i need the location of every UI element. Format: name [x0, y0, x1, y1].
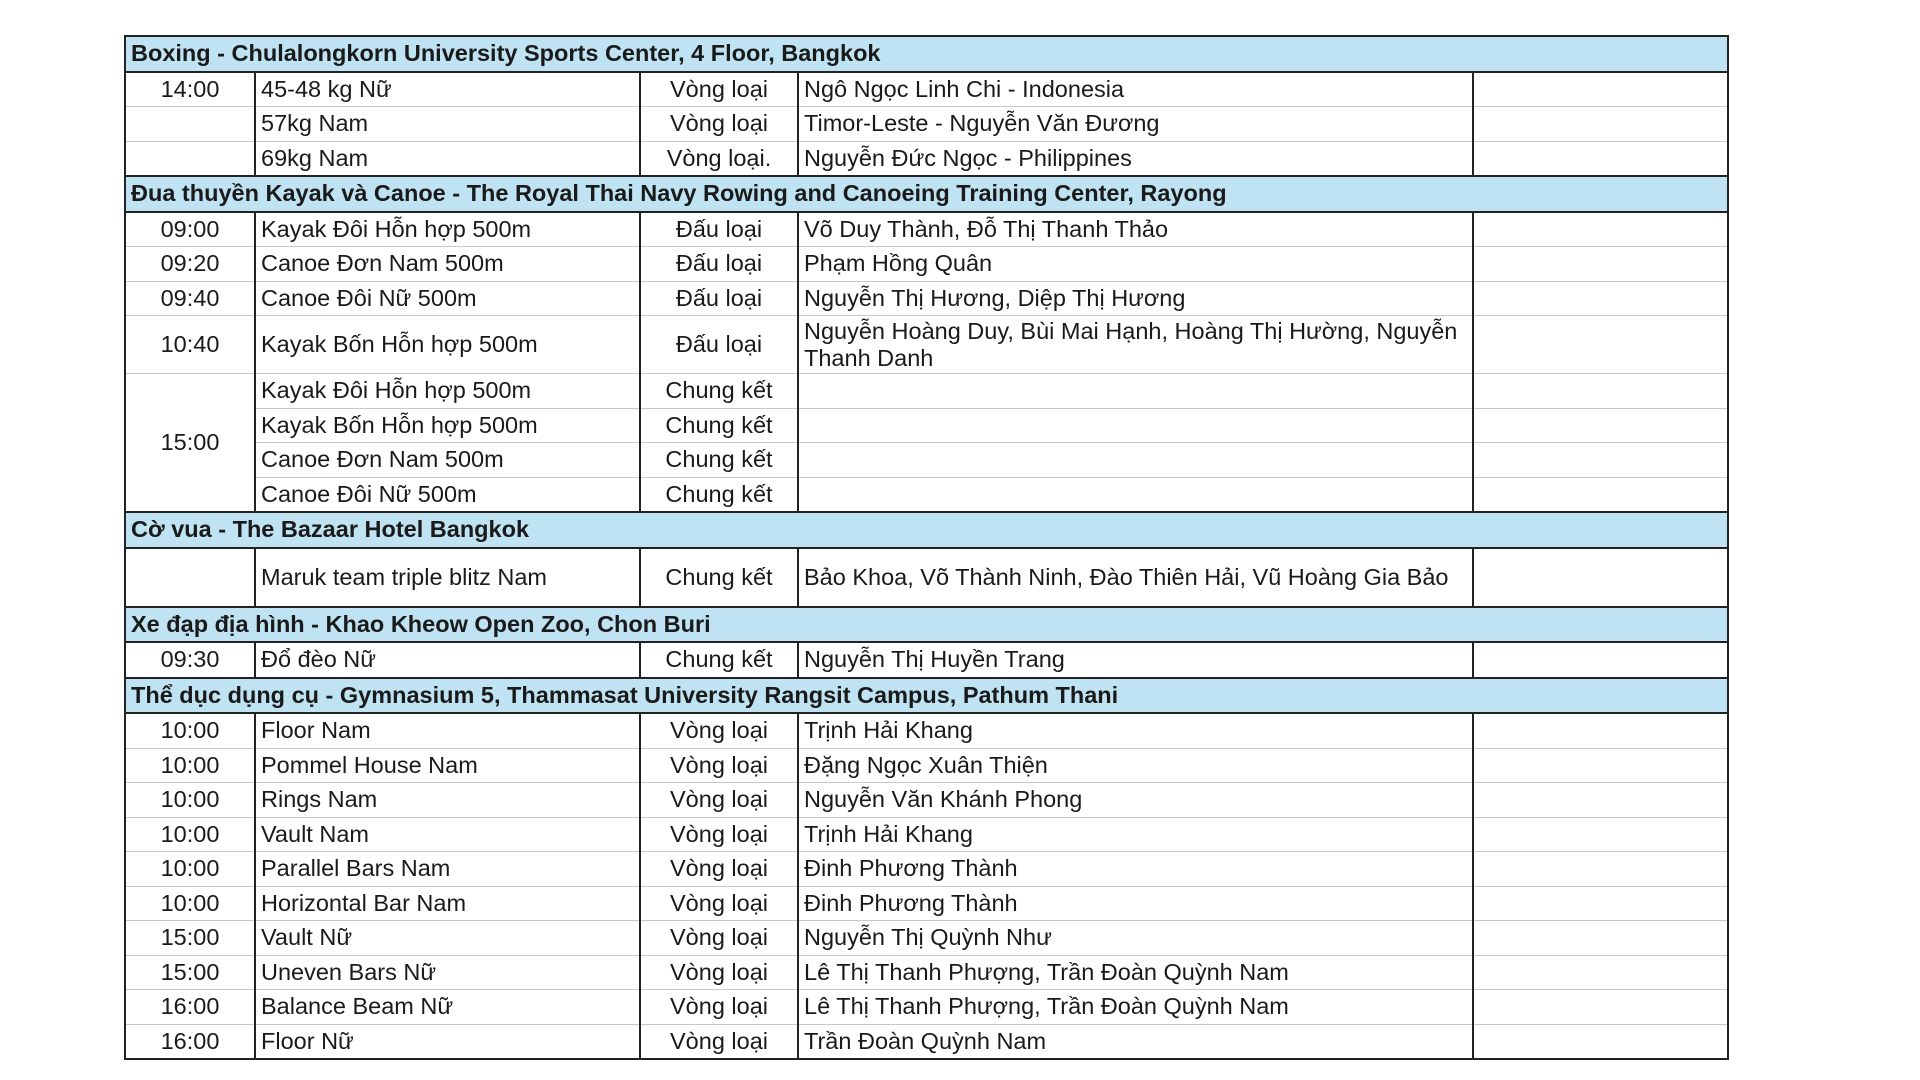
athletes-cell: Đinh Phương Thành: [798, 886, 1473, 921]
category-cell: Parallel Bars Nam: [255, 852, 640, 887]
table-row: [125, 316, 1728, 374]
time-cell: 15:00: [125, 955, 255, 990]
table-row: [125, 107, 1728, 142]
time-cell: 09:30: [125, 642, 255, 678]
category-cell: Horizontal Bar Nam: [255, 886, 640, 921]
round-cell: Vòng loại.: [640, 141, 798, 176]
category-cell: Rings Nam: [255, 783, 640, 818]
athletes-cell: Bảo Khoa, Võ Thành Ninh, Đào Thiên Hải, Vũ Hoàng Gia Bảo: [798, 548, 1473, 607]
category-cell: 69kg Nam: [255, 141, 640, 176]
category-cell: Canoe Đôi Nữ 500m: [255, 477, 640, 512]
table-row: [125, 281, 1728, 316]
athletes-cell: Đinh Phương Thành: [798, 852, 1473, 887]
extra-cell: [1473, 748, 1728, 783]
table-row: [125, 817, 1728, 852]
athletes-cell: Nguyễn Thị Quỳnh Như: [798, 921, 1473, 956]
table-row: [125, 713, 1728, 748]
athletes-cell: [798, 408, 1473, 443]
time-cell: 10:00: [125, 748, 255, 783]
round-cell: Vòng loại: [640, 886, 798, 921]
category-cell: Canoe Đôi Nữ 500m: [255, 281, 640, 316]
round-cell: Vòng loại: [640, 783, 798, 818]
section-title: Đua thuyền Kayak và Canoe - The Royal Thai Navy Rowing and Canoeing Training Center, Rayong: [125, 176, 1728, 212]
extra-cell: [1473, 642, 1728, 678]
table-row: [125, 141, 1728, 176]
extra-cell: [1473, 316, 1728, 374]
section-header: [125, 176, 1728, 212]
extra-cell: [1473, 374, 1728, 409]
extra-cell: [1473, 141, 1728, 176]
category-cell: Canoe Đơn Nam 500m: [255, 443, 640, 478]
time-cell: 10:00: [125, 783, 255, 818]
extra-cell: [1473, 72, 1728, 107]
athletes-cell: Trịnh Hải Khang: [798, 817, 1473, 852]
category-cell: Pommel House Nam: [255, 748, 640, 783]
athletes-cell: Nguyễn Văn Khánh Phong: [798, 783, 1473, 818]
table-row: [125, 642, 1728, 678]
category-cell: Floor Nữ: [255, 1024, 640, 1059]
extra-cell: [1473, 886, 1728, 921]
table-row: [125, 852, 1728, 887]
round-cell: Chung kết: [640, 477, 798, 512]
time-cell: 09:40: [125, 281, 255, 316]
table-row: [125, 374, 1728, 409]
athletes-cell: [798, 477, 1473, 512]
extra-cell: [1473, 852, 1728, 887]
category-cell: Kayak Đôi Hỗn hợp 500m: [255, 374, 640, 409]
round-cell: Vòng loại: [640, 852, 798, 887]
time-cell: 16:00: [125, 990, 255, 1025]
round-cell: Vòng loại: [640, 955, 798, 990]
extra-cell: [1473, 477, 1728, 512]
round-cell: Đấu loại: [640, 247, 798, 282]
table-row: [125, 247, 1728, 282]
extra-cell: [1473, 443, 1728, 478]
category-cell: Đổ đèo Nữ: [255, 642, 640, 678]
extra-cell: [1473, 783, 1728, 818]
table-row: [125, 783, 1728, 818]
category-cell: Vault Nam: [255, 817, 640, 852]
athletes-cell: Ngô Ngọc Linh Chi - Indonesia: [798, 72, 1473, 107]
time-cell: 10:00: [125, 852, 255, 887]
extra-cell: [1473, 955, 1728, 990]
extra-cell: [1473, 817, 1728, 852]
extra-cell: [1473, 1024, 1728, 1059]
athletes-cell: [798, 374, 1473, 409]
time-cell: 10:40: [125, 316, 255, 374]
table-row: [125, 990, 1728, 1025]
athletes-cell: Nguyễn Thị Huyền Trang: [798, 642, 1473, 678]
round-cell: Vòng loại: [640, 748, 798, 783]
section-header: [125, 607, 1728, 643]
category-cell: Floor Nam: [255, 713, 640, 748]
table-row: [125, 548, 1728, 607]
time-cell: 15:00: [125, 374, 255, 513]
athletes-cell: Nguyễn Thị Hương, Diệp Thị Hương: [798, 281, 1473, 316]
athletes-cell: Nguyễn Đức Ngọc - Philippines: [798, 141, 1473, 176]
category-cell: Canoe Đơn Nam 500m: [255, 247, 640, 282]
athletes-cell: Lê Thị Thanh Phượng, Trần Đoàn Quỳnh Nam: [798, 955, 1473, 990]
category-cell: Kayak Bốn Hỗn hợp 500m: [255, 408, 640, 443]
round-cell: Vòng loại: [640, 107, 798, 142]
extra-cell: [1473, 408, 1728, 443]
athletes-cell: Đặng Ngọc Xuân Thiện: [798, 748, 1473, 783]
table-row: [125, 886, 1728, 921]
time-cell: 10:00: [125, 713, 255, 748]
table-row: [125, 955, 1728, 990]
time-cell: 16:00: [125, 1024, 255, 1059]
table-row: [125, 1024, 1728, 1059]
extra-cell: [1473, 990, 1728, 1025]
round-cell: Chung kết: [640, 548, 798, 607]
athletes-cell: Phạm Hồng Quân: [798, 247, 1473, 282]
athletes-cell: Trần Đoàn Quỳnh Nam: [798, 1024, 1473, 1059]
athletes-cell: Võ Duy Thành, Đỗ Thị Thanh Thảo: [798, 212, 1473, 247]
section-title: Xe đạp địa hình - Khao Kheow Open Zoo, Chon Buri: [125, 607, 1728, 643]
athletes-cell: Nguyễn Hoàng Duy, Bùi Mai Hạnh, Hoàng Thị Hường, Nguyễn Thanh Danh: [798, 316, 1473, 374]
round-cell: Vòng loại: [640, 1024, 798, 1059]
round-cell: Chung kết: [640, 443, 798, 478]
round-cell: Chung kết: [640, 408, 798, 443]
round-cell: Vòng loại: [640, 990, 798, 1025]
extra-cell: [1473, 281, 1728, 316]
round-cell: Đấu loại: [640, 212, 798, 247]
table-row: [125, 408, 1728, 443]
table-row: [125, 477, 1728, 512]
time-cell: 15:00: [125, 921, 255, 956]
category-cell: Kayak Đôi Hỗn hợp 500m: [255, 212, 640, 247]
extra-cell: [1473, 107, 1728, 142]
time-cell: [125, 548, 255, 607]
round-cell: Vòng loại: [640, 817, 798, 852]
round-cell: Vòng loại: [640, 921, 798, 956]
extra-cell: [1473, 548, 1728, 607]
extra-cell: [1473, 713, 1728, 748]
round-cell: Đấu loại: [640, 316, 798, 374]
table-row: [125, 72, 1728, 107]
extra-cell: [1473, 247, 1728, 282]
category-cell: Balance Beam Nữ: [255, 990, 640, 1025]
category-cell: 45-48 kg Nữ: [255, 72, 640, 107]
round-cell: Đấu loại: [640, 281, 798, 316]
schedule-table: [124, 35, 1729, 1060]
time-cell: 10:00: [125, 817, 255, 852]
section-title: Boxing - Chulalongkorn University Sports Center, 4 Floor, Bangkok: [125, 36, 1728, 72]
table-row: [125, 921, 1728, 956]
athletes-cell: Timor-Leste - Nguyễn Văn Đương: [798, 107, 1473, 142]
time-cell: 09:20: [125, 247, 255, 282]
table-row: [125, 443, 1728, 478]
time-cell: 10:00: [125, 886, 255, 921]
extra-cell: [1473, 921, 1728, 956]
section-header: [125, 678, 1728, 714]
section-header: [125, 512, 1728, 548]
round-cell: Vòng loại: [640, 72, 798, 107]
table-row: [125, 212, 1728, 247]
time-cell: [125, 107, 255, 142]
round-cell: Vòng loại: [640, 713, 798, 748]
category-cell: Maruk team triple blitz Nam: [255, 548, 640, 607]
time-cell: 14:00: [125, 72, 255, 107]
section-title: Thể dục dụng cụ - Gymnasium 5, Thammasat University Rangsit Campus, Pathum Thani: [125, 678, 1728, 714]
section-title: Cờ vua - The Bazaar Hotel Bangkok: [125, 512, 1728, 548]
category-cell: Uneven Bars Nữ: [255, 955, 640, 990]
time-cell: [125, 141, 255, 176]
category-cell: Vault Nữ: [255, 921, 640, 956]
athletes-cell: Trịnh Hải Khang: [798, 713, 1473, 748]
category-cell: 57kg Nam: [255, 107, 640, 142]
round-cell: Chung kết: [640, 374, 798, 409]
table-row: [125, 748, 1728, 783]
section-header: [125, 36, 1728, 72]
athletes-cell: Lê Thị Thanh Phượng, Trần Đoàn Quỳnh Nam: [798, 990, 1473, 1025]
category-cell: Kayak Bốn Hỗn hợp 500m: [255, 316, 640, 374]
extra-cell: [1473, 212, 1728, 247]
time-cell: 09:00: [125, 212, 255, 247]
round-cell: Chung kết: [640, 642, 798, 678]
athletes-cell: [798, 443, 1473, 478]
